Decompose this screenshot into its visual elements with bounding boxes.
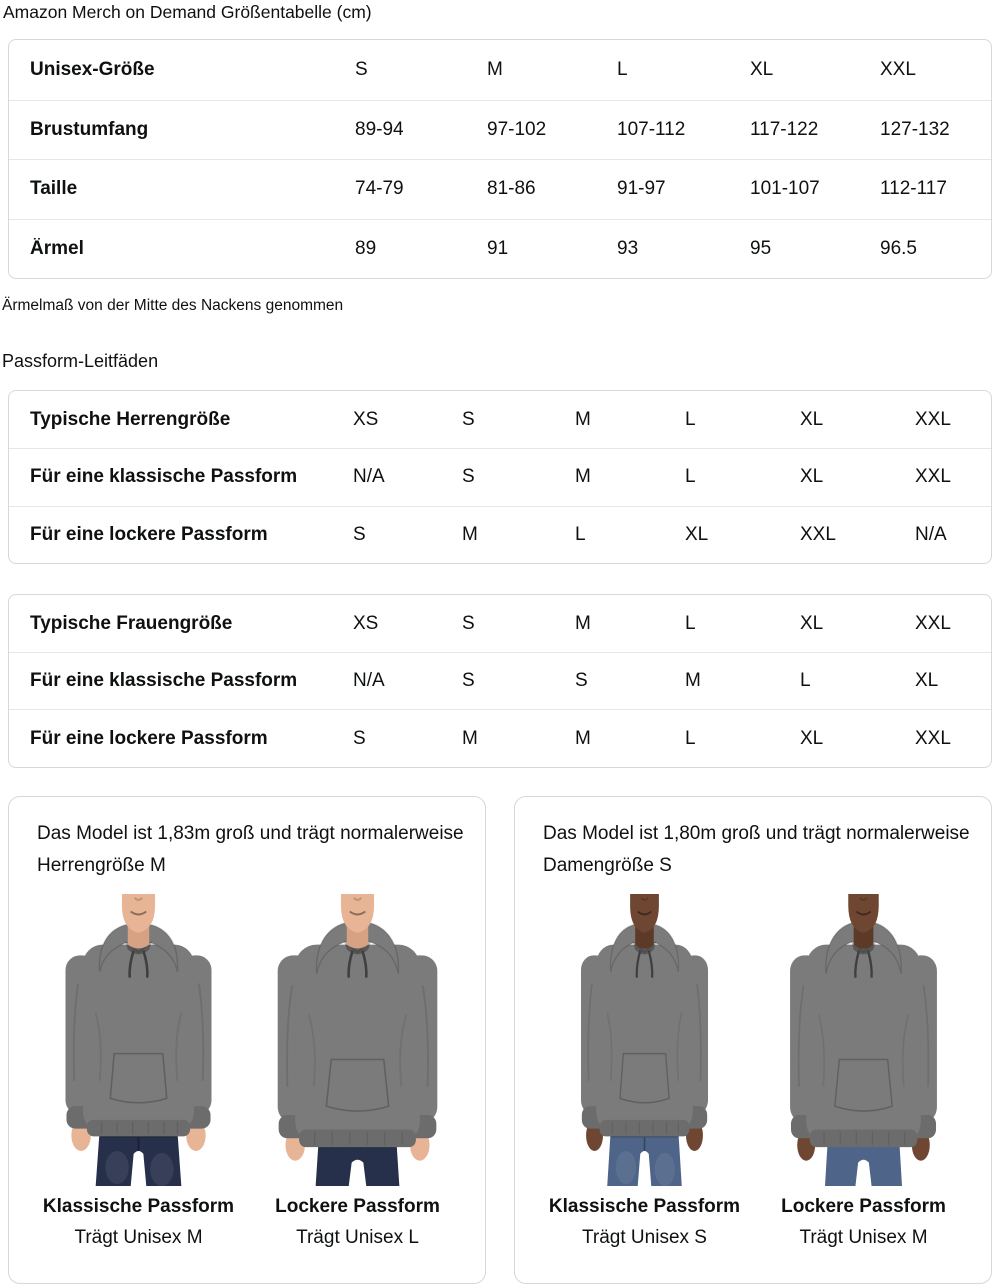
size-label: Trägt Unisex L <box>296 1226 419 1248</box>
table-cell: 89 <box>355 237 377 259</box>
table-row-waist <box>9 159 991 219</box>
model-photo-women-loose <box>766 894 961 1186</box>
size-label: Trägt Unisex S <box>582 1226 707 1248</box>
fit-label: Klassische Passform <box>42 1195 235 1217</box>
row-label: Typische Herrengröße <box>30 408 231 430</box>
model-photo-men-loose <box>260 894 455 1186</box>
model-card-men <box>8 796 486 1284</box>
fit-row-typical-men <box>9 391 991 448</box>
table-cell: 97-102 <box>487 118 547 140</box>
table-row-sleeve <box>9 219 991 279</box>
table-cell: S <box>462 408 475 430</box>
header-label: Unisex-Größe <box>30 58 155 80</box>
table-cell: L <box>685 727 696 749</box>
table-cell: L <box>575 523 586 545</box>
table-cell: S <box>462 612 475 634</box>
table-cell: S <box>462 670 475 692</box>
fit-row-loose-men <box>9 506 991 563</box>
table-cell: L <box>685 612 696 634</box>
header-col-xxl: XXL <box>880 58 916 80</box>
photo-row <box>29 894 467 1253</box>
table-cell: XL <box>800 612 824 634</box>
table-cell: XS <box>353 612 379 634</box>
table-cell: N/A <box>353 670 385 692</box>
model-photo-women-classic <box>547 894 742 1186</box>
model-description: Das Model ist 1,83m groß und trägt normalerweise Herrengröße M <box>37 822 464 876</box>
table-cell: M <box>462 523 478 545</box>
model-card-women <box>514 796 992 1284</box>
table-cell: 96.5 <box>880 237 917 259</box>
table-cell: M <box>685 670 701 692</box>
table-cell: S <box>575 670 588 692</box>
table-cell: 107-112 <box>617 118 686 140</box>
photo-caption <box>549 1192 740 1253</box>
photo-block-classic <box>535 894 754 1253</box>
unisex-size-table <box>8 39 992 279</box>
table-cell: M <box>575 408 591 430</box>
photo-block-loose <box>754 894 973 1253</box>
table-cell: XXL <box>915 727 951 749</box>
fit-row-typical-women <box>9 595 991 652</box>
table-cell: 127-132 <box>880 118 950 140</box>
photo-caption <box>781 1192 946 1253</box>
table-cell: S <box>462 466 475 488</box>
table-cell: 101-107 <box>750 178 820 200</box>
table-cell: 95 <box>750 237 772 259</box>
row-label: Für eine klassische Passform <box>30 670 298 692</box>
fit-label: Lockere Passform <box>781 1195 946 1217</box>
fit-table-men <box>8 390 992 564</box>
photo-block-classic <box>29 894 248 1253</box>
model-description: Das Model ist 1,80m groß und trägt normalerweise Damengröße S <box>543 822 970 876</box>
table-cell: N/A <box>353 466 385 488</box>
table-cell: L <box>685 408 696 430</box>
fit-row-classic-men <box>9 448 991 505</box>
table-cell: 91-97 <box>617 178 666 200</box>
row-label: Für eine lockere Passform <box>30 727 268 749</box>
table-cell: S <box>353 523 366 545</box>
fit-label: Lockere Passform <box>275 1195 440 1217</box>
photo-caption <box>43 1192 234 1253</box>
row-label: Für eine klassische Passform <box>30 466 298 488</box>
row-label: Taille <box>30 178 78 200</box>
header-col-xl: XL <box>750 58 774 80</box>
table-cell: 74-79 <box>355 178 404 200</box>
table-cell: XL <box>800 408 824 430</box>
photo-row <box>535 894 973 1253</box>
table-cell: M <box>575 466 591 488</box>
model-photo-men-classic <box>41 894 236 1186</box>
table-cell: M <box>575 612 591 634</box>
table-header-row <box>9 40 991 100</box>
row-label: Für eine lockere Passform <box>30 523 268 545</box>
page-title: Amazon Merch on Demand Größentabelle (cm) <box>3 2 372 22</box>
table-cell: XXL <box>915 408 951 430</box>
table-cell: XS <box>353 408 379 430</box>
fit-label: Klassische Passform <box>548 1195 741 1217</box>
table-cell: 89-94 <box>355 118 404 140</box>
fit-row-classic-women <box>9 652 991 709</box>
table-cell: M <box>462 727 478 749</box>
size-label: Trägt Unisex M <box>799 1226 928 1248</box>
table-row-chest <box>9 100 991 160</box>
row-label: Brustumfang <box>30 118 149 140</box>
model-cards <box>8 796 992 1284</box>
table-cell: 91 <box>487 237 509 259</box>
size-label: Trägt Unisex M <box>74 1226 203 1248</box>
fit-guides-heading: Passform-Leitfäden <box>2 351 159 371</box>
table-cell: 93 <box>617 237 639 259</box>
header-col-l: L <box>617 58 628 80</box>
table-cell: N/A <box>915 523 947 545</box>
table-cell: 81-86 <box>487 178 536 200</box>
photo-block-loose <box>248 894 467 1253</box>
photo-caption <box>275 1192 440 1253</box>
table-cell: L <box>800 670 811 692</box>
table-cell: XXL <box>915 466 951 488</box>
header-col-m: M <box>487 58 503 80</box>
table-cell: 117-122 <box>750 118 819 140</box>
table-cell: XL <box>800 466 824 488</box>
table-cell: XL <box>685 523 709 545</box>
table-cell: XL <box>915 670 939 692</box>
header-col-s: S <box>355 58 368 80</box>
table-cell: S <box>353 727 366 749</box>
table-cell: XL <box>800 727 824 749</box>
fit-row-loose-women <box>9 709 991 766</box>
row-label: Ärmel <box>30 237 84 259</box>
table-cell: L <box>685 466 696 488</box>
table-cell: 112-117 <box>880 178 947 200</box>
table-cell: XXL <box>800 523 836 545</box>
fit-table-women <box>8 594 992 768</box>
row-label: Typische Frauengröße <box>30 612 233 634</box>
sleeve-measure-footnote: Ärmelmaß von der Mitte des Nackens genommen <box>2 297 344 314</box>
table-cell: XXL <box>915 612 951 634</box>
table-cell: M <box>575 727 591 749</box>
